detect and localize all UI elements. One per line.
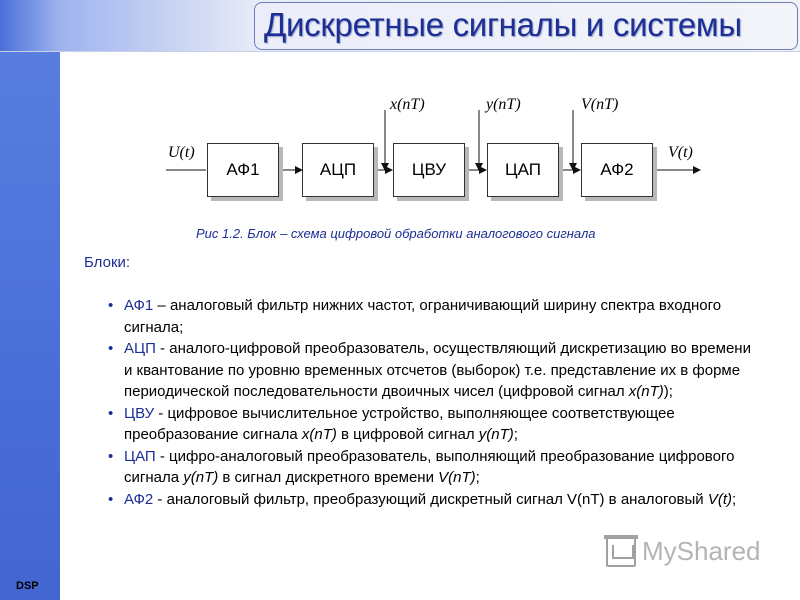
definition-tail: ;: [732, 490, 737, 508]
definition-tail: в сигнал дискретного времени: [218, 469, 439, 486]
definition-tail: ;: [513, 426, 518, 443]
list-item: [104, 338, 754, 403]
term: АФ2: [124, 490, 154, 508]
definition: - цифро-аналоговый преобразователь, выполняющий преобразование цифрового сигнала: [124, 447, 735, 486]
block-af2: АФ2: [581, 143, 653, 197]
signal-ref: x(nT): [301, 426, 337, 443]
signal-ref: V(nT): [438, 469, 476, 486]
list-item: [104, 446, 754, 489]
definition: - цифровое вычислительное устройство, выполняющее соответствующее преобразование сигнала: [124, 404, 675, 443]
definition: - аналого-цифровой преобразователь, осуществляющий дискретизацию во времени и квантование по уровню временных отсчетов (выборок) т.е. представление их в форме периодической последовательности двоичных чисел (цифровой сигнал: [124, 340, 751, 400]
signal-output-label: V(t): [668, 144, 693, 161]
signal-v-label: V(nT): [581, 96, 619, 113]
block-cvu: ЦВУ: [393, 143, 465, 197]
term: АФ1: [124, 297, 154, 314]
presentation-board-icon: [606, 537, 636, 567]
signal-ref: y(nT): [478, 426, 514, 443]
definition-tail: );: [663, 383, 673, 400]
definition-tail: ;: [475, 469, 480, 486]
figure-caption: Рис 1.2. Блок – схема цифровой обработки аналогового сигнала: [196, 226, 596, 241]
signal-y-label: y(nT): [486, 96, 521, 113]
signal-ref: x(nT): [628, 383, 664, 400]
term: ЦАП: [124, 447, 156, 465]
block-adc: АЦП: [302, 143, 374, 197]
page-title: Дискретные сигналы и системы: [264, 6, 742, 43]
watermark: [606, 536, 761, 567]
block-af1: АФ1: [207, 143, 279, 197]
sidebar-label: DSP: [16, 580, 39, 592]
signal-x-label: x(nT): [390, 96, 425, 113]
definition: – аналоговый фильтр нижних частот, ограничивающий ширину спектра входного сигнала;: [124, 297, 722, 336]
sidebar-band: [0, 0, 60, 600]
signal-ref: V(t): [707, 490, 732, 508]
signal-ref: y(nT): [183, 469, 219, 486]
definition-tail: в цифровой сигнал: [336, 426, 479, 443]
watermark-brand: MyShared: [642, 536, 761, 566]
term: АЦП: [124, 340, 156, 357]
signal-input-label: U(t): [168, 144, 195, 161]
list-item: [104, 295, 754, 338]
definition: - аналоговый фильтр, преобразующий дискретный сигнал V(nT) в аналоговый: [153, 490, 708, 508]
list-item: [104, 403, 754, 446]
definitions-list: [104, 295, 754, 510]
block-diagram: [160, 88, 720, 218]
blocks-heading: Блоки:: [84, 254, 131, 271]
term: ЦВУ: [124, 404, 155, 422]
block-dac: ЦАП: [487, 143, 559, 197]
list-item: [104, 489, 754, 511]
